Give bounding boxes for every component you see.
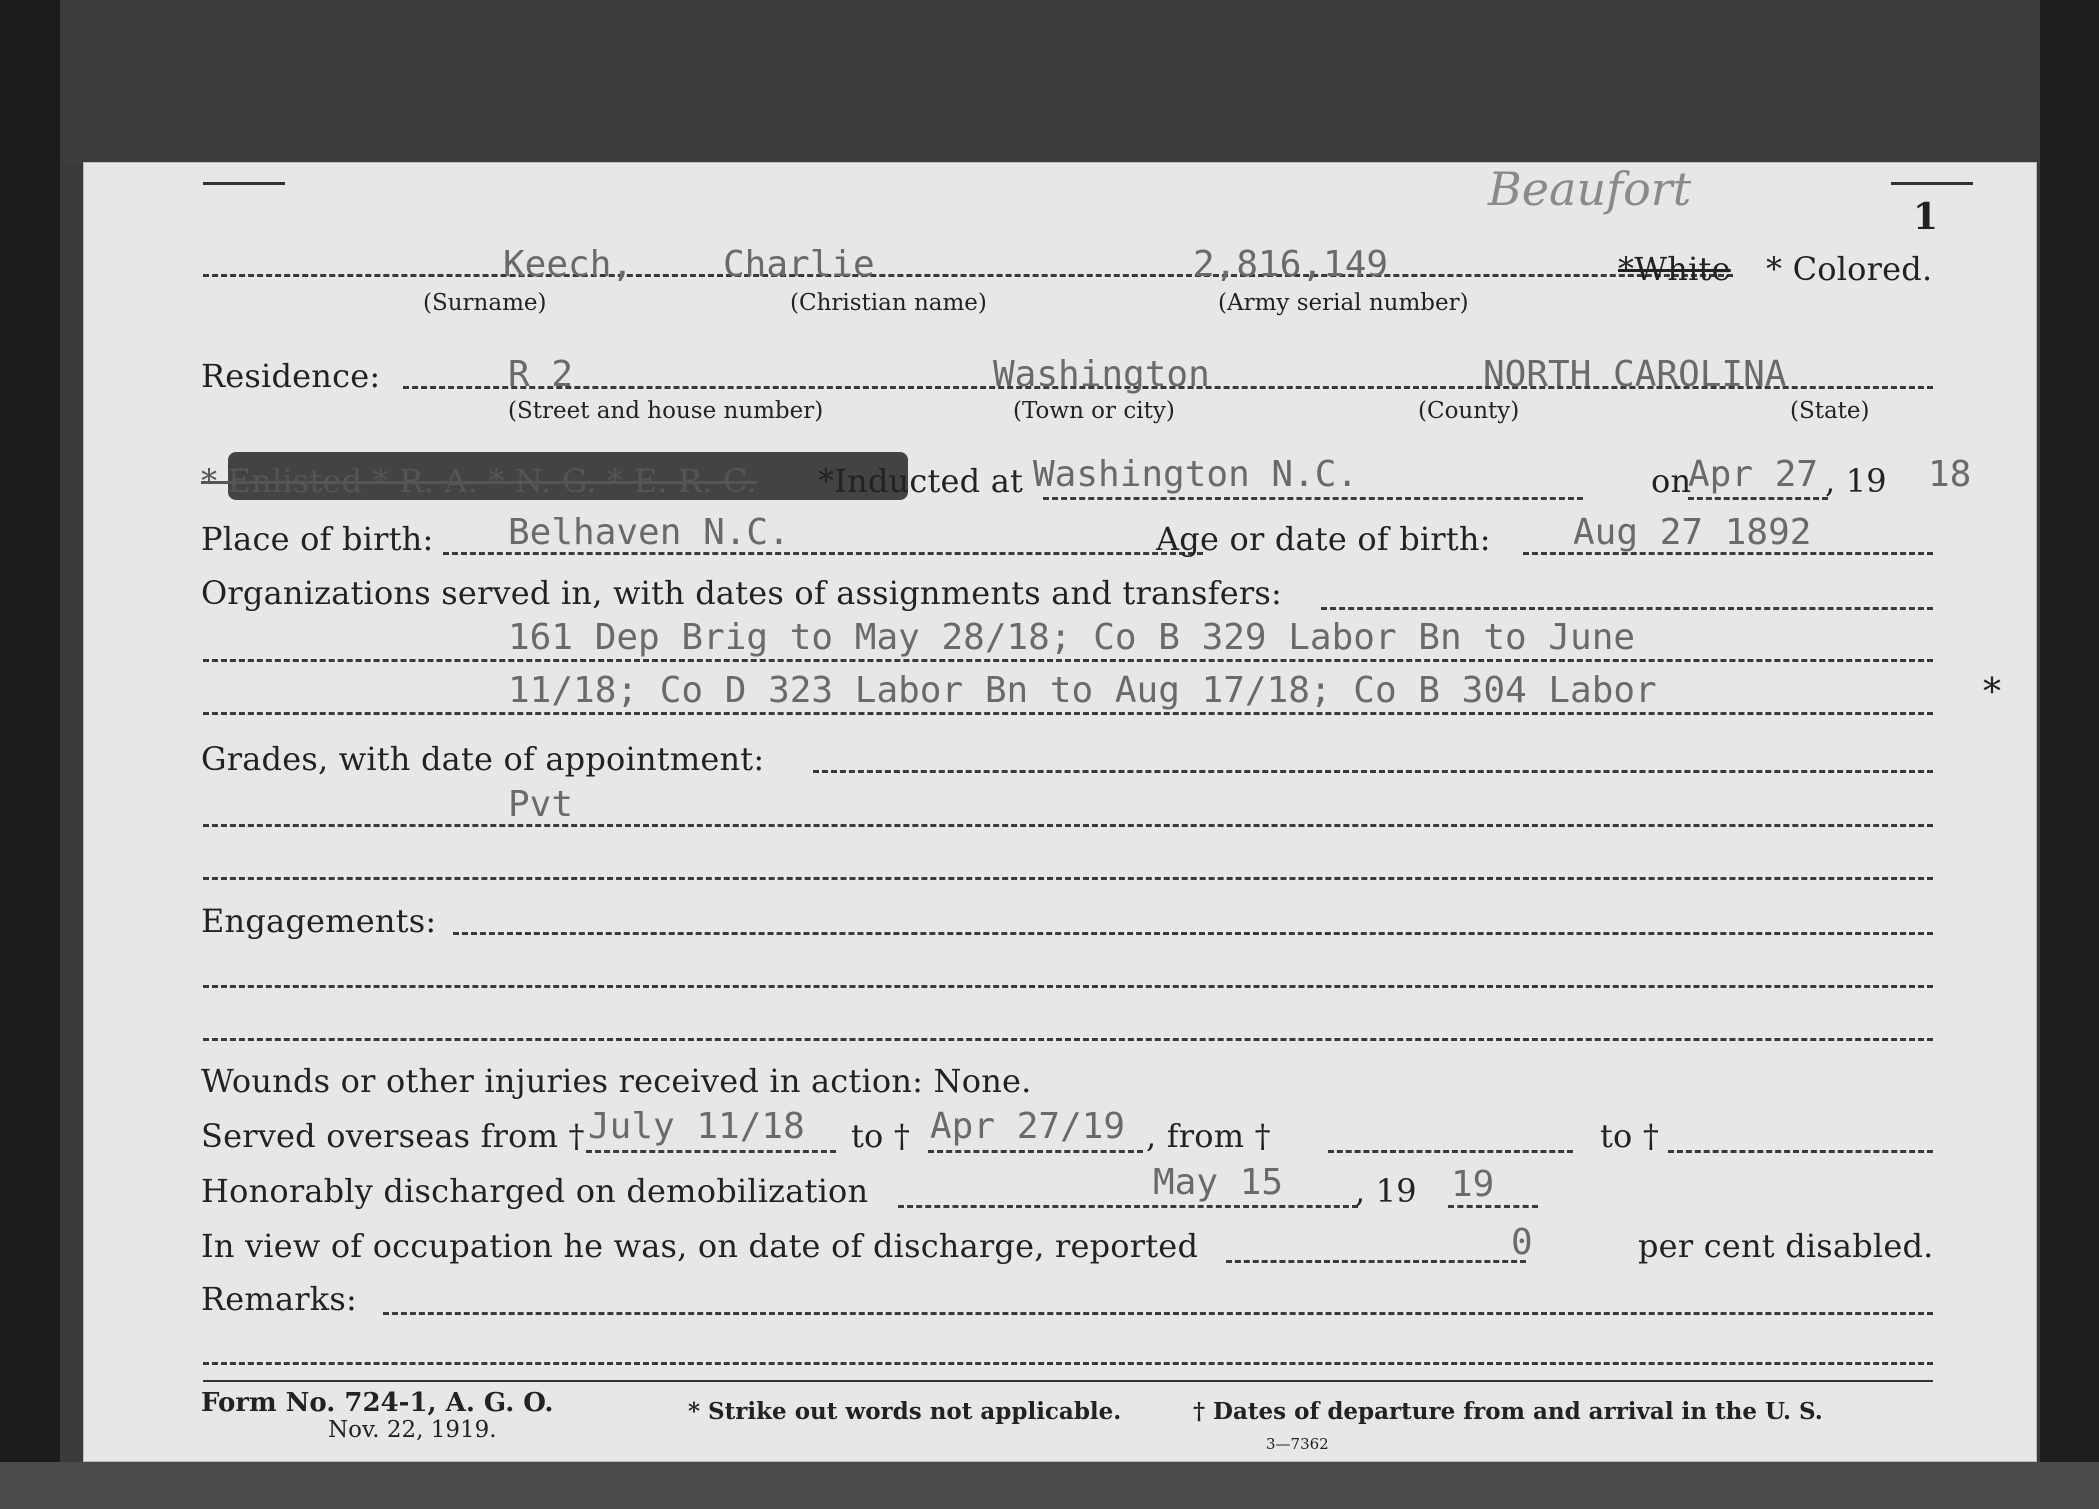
county-caption: (County) <box>1418 398 1520 424</box>
street-caption: (Street and house number) <box>508 398 824 424</box>
overseas-from2-label: , from † <box>1146 1117 1271 1155</box>
engagements-line-1 <box>203 985 1933 988</box>
grades-label: Grades, with date of appointment: <box>201 740 765 778</box>
army-serial-number: 2,816,149 <box>1193 244 1389 285</box>
discharge-year-suffix: 19 <box>1451 1164 1495 1205</box>
state-caption: (State) <box>1790 398 1870 424</box>
engagements-label: Engagements: <box>201 902 437 940</box>
overseas-to2-label: to † <box>1600 1117 1660 1155</box>
engagements-line-2 <box>203 1038 1933 1041</box>
top-left-rule <box>203 182 285 185</box>
birth-place-label: Place of birth: <box>201 520 434 558</box>
remarks-line-2 <box>203 1362 1933 1365</box>
discharge-year-line <box>1448 1205 1538 1208</box>
grade-value: Pvt <box>508 784 574 825</box>
form-date: Nov. 22, 1919. <box>328 1417 497 1443</box>
footer-rule <box>203 1380 1933 1382</box>
race-colored: * Colored. <box>1766 250 1933 288</box>
scan-edge-left <box>0 0 60 1509</box>
grades-label-line <box>813 770 1933 773</box>
inducted-on-label: on <box>1651 462 1692 500</box>
organizations-label: Organizations served in, with dates of assignments and transfers: <box>201 574 1282 612</box>
inducted-line <box>1043 497 1583 500</box>
birth-date: Aug 27 1892 <box>1573 512 1812 553</box>
christian-name: Charlie <box>723 244 875 285</box>
disability-suffix: per cent disabled. <box>1638 1227 1934 1265</box>
birth-date-label: Age or date of birth: <box>1156 520 1491 558</box>
birth-place: Belhaven N.C. <box>508 512 790 553</box>
organizations-line-1 <box>203 659 1933 662</box>
serial-number-caption: (Army serial number) <box>1218 290 1469 316</box>
organizations-line-2 <box>203 712 1933 715</box>
enlisted-struck: * Enlisted * R. A. * N. G. * E. R. C. <box>201 462 758 500</box>
engagements-label-line <box>453 932 1933 935</box>
card-number: 1 <box>1913 196 1939 238</box>
top-right-rule <box>1891 182 1973 185</box>
overseas-from-line <box>586 1150 836 1153</box>
overseas-to-date: Apr 27/19 <box>930 1106 1126 1147</box>
organizations-continuation-mark: * <box>1983 672 2002 713</box>
inducted-date: Apr 27 <box>1688 454 1819 495</box>
surname: Keech, <box>503 244 634 285</box>
remarks-label: Remarks: <box>201 1280 357 1318</box>
service-record-card <box>83 162 2037 1462</box>
overseas-to-label: to † <box>851 1117 911 1155</box>
grades-line-2 <box>203 877 1933 880</box>
form-number: Form No. 724-1, A. G. O. <box>201 1388 554 1418</box>
remarks-line-1 <box>383 1312 1933 1315</box>
residence-state: NORTH CAROLINA <box>1483 354 1787 395</box>
wounds-text: Wounds or other injuries received in action: None. <box>201 1062 1032 1100</box>
scan-background-top <box>0 0 2099 165</box>
residence-label: Residence: <box>201 357 381 395</box>
christian-name-caption: (Christian name) <box>790 290 987 316</box>
organizations-entry-1: 161 Dep Brig to May 28/18; Co B 329 Labor Bn to June <box>508 617 1636 658</box>
overseas-from2-line <box>1328 1150 1573 1153</box>
overseas-to2-line <box>1668 1150 1933 1153</box>
inducted-label: *Inducted at <box>818 462 1024 500</box>
town-caption: (Town or city) <box>1013 398 1175 424</box>
surname-caption: (Surname) <box>423 290 547 316</box>
race-white-struck: *White <box>1618 250 1731 288</box>
grades-line-1 <box>203 824 1933 827</box>
disability-label: In view of occupation he was, on date of discharge, reported <box>201 1227 1199 1265</box>
discharge-label: Honorably discharged on demobilization <box>201 1172 869 1210</box>
discharge-date: May 15 <box>1153 1162 1284 1203</box>
print-code: 3—7362 <box>1266 1435 1329 1453</box>
scan-background-bottom <box>0 1462 2099 1509</box>
handwritten-county: Beaufort <box>1488 162 1692 216</box>
disability-percent: 0 <box>1511 1222 1533 1263</box>
overseas-to-line <box>928 1150 1143 1153</box>
discharge-year-prefix: , 19 <box>1355 1172 1417 1210</box>
inducted-date-line <box>1688 497 1828 500</box>
name-line <box>203 274 1733 277</box>
residence-town: Washington <box>993 354 1210 395</box>
disability-line <box>1226 1260 1526 1263</box>
strike-note: * Strike out words not applicable. <box>688 1398 1122 1425</box>
organizations-label-line <box>1321 607 1933 610</box>
discharge-date-line <box>898 1205 1358 1208</box>
organizations-entry-2: 11/18; Co D 323 Labor Bn to Aug 17/18; Co B 304 Labor <box>508 670 1657 711</box>
overseas-from-date: July 11/18 <box>588 1106 805 1147</box>
inducted-place: Washington N.C. <box>1033 454 1359 495</box>
residence-street: R 2 <box>508 354 574 395</box>
dagger-note: † Dates of departure from and arrival in the U. S. <box>1193 1398 1823 1425</box>
scan-edge-right <box>2040 0 2099 1509</box>
overseas-label: Served overseas from † <box>201 1117 585 1155</box>
inducted-year-suffix: 18 <box>1928 454 1972 495</box>
inducted-year-prefix: , 19 <box>1825 462 1887 500</box>
